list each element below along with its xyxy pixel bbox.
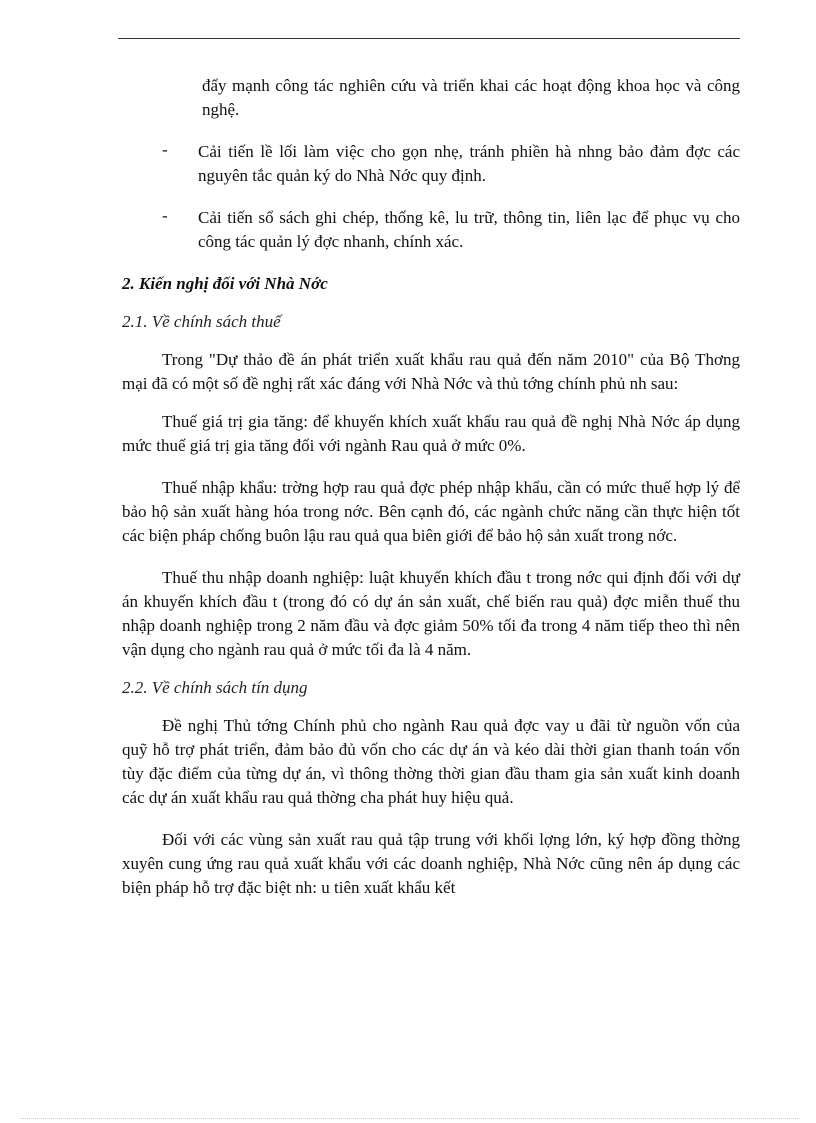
paragraph: Đề nghị Thủ tớng Chính phủ cho ngành Rau quả đợc vay u đãi từ nguồn vốn của quỹ hỗ trợ phát triển, đảm bảo đủ vốn cho các dự án và kéo dài thời gian thanh toán vốn tùy đặc điểm của từng dự án, vì thông thờng thời gian đầu tham gia sản xuất kinh doanh các dự án xuất khẩu rau quả thờng cha phát huy hiệu quả.: [122, 716, 740, 807]
paragraph: Thuế nhập khẩu: trờng hợp rau quả đợc phép nhập khẩu, cần có mức thuế hợp lý để bảo hộ sản xuất hàng hóa trong nớc. Bên cạnh đó, các ngành chức năng cần thực hiện tốt các biện pháp chống buôn lậu rau quả qua biên giới để bảo hộ sản xuất trong nớc.: [122, 478, 740, 545]
bullet-marker: -: [162, 206, 168, 225]
bullet-item: [122, 140, 740, 188]
paragraph: Đối với các vùng sản xuất rau quả tập trung với khối lợng lớn, ký hợp đồng thờng xuyên cung ứng rau quả xuất khẩu với các doanh nghiệp, Nhà Nớc cũng nên áp dụng các biện pháp hỗ trợ đặc biệt nh: u tiên xuất khẩu kết: [122, 830, 740, 897]
bullet-text: Cải tiến sổ sách ghi chép, thống kê, lu trữ, thông tin, liên lạc để phục vụ cho công tác quản lý đợc nhanh, chính xác.: [198, 208, 740, 251]
paragraph: Trong "Dự thảo đề án phát triển xuất khẩu rau quả đến năm 2010" của Bộ Thơng mại đã có một số đề nghị rất xác đáng với Nhà Nớc và thủ tớng chính phủ nh sau:: [122, 350, 740, 393]
bullet-text: Cải tiến lề lối làm việc cho gọn nhẹ, tránh phiền hà nhng bảo đảm đợc các nguyên tắc quản ký do Nhà Nớc quy định.: [198, 142, 740, 185]
bullet-item: [122, 206, 740, 254]
paragraph: Thuế thu nhập doanh nghiệp: luật khuyến khích đầu t trong nớc qui định đối với dự án khuyến khích đầu t (trong đó có dự án sản xuất, chế biến rau quả) đợc miễn thuế thu nhập doanh nghiệp trong 2 năm đầu và đợc giảm 50% tối đa trong 4 năm tiếp theo thì nên vận dụng cho ngành rau quả ở mức tối đa là 4 năm.: [122, 568, 740, 659]
section-heading: 2. Kiến nghị đối với Nhà Nớc: [122, 274, 328, 293]
continuation-text: đẩy mạnh công tác nghiên cứu và triển khai các hoạt động khoa học và công nghệ.: [202, 76, 740, 119]
footer-rule: [20, 1118, 800, 1119]
subsection-heading-tax: 2.1. Về chính sách thuế: [122, 312, 281, 331]
paragraph: Thuế giá trị gia tăng: để khuyến khích xuất khẩu rau quả đề nghị Nhà Nớc áp dụng mức thuế giá trị gia tăng đối với ngành Rau quả ở mức 0%.: [122, 412, 740, 455]
header-rule: [118, 38, 740, 39]
subsection-heading-credit: 2.2. Về chính sách tín dụng: [122, 678, 308, 697]
bullet-marker: -: [162, 140, 168, 159]
document-page: [122, 74, 740, 918]
